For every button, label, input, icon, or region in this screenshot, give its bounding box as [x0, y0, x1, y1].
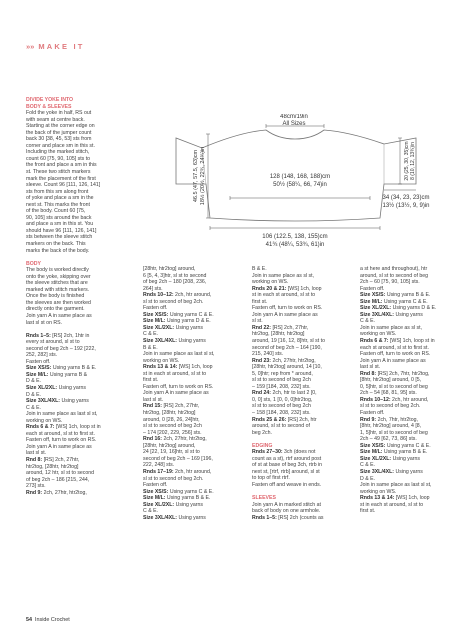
- sleeve-length-label: 34 (34, 23, 23)cm: [382, 195, 430, 201]
- text-line: first st.: [360, 508, 376, 515]
- instruction: Rnd 23: 2ch, 27htr, htr2tog,: [252, 357, 316, 364]
- text-line: D & E.: [360, 475, 375, 482]
- text-line: 6 [5, 4, 3]htr, sl st to second: [143, 272, 207, 279]
- text-line: working on WS.: [360, 331, 397, 338]
- sleeve-depth-in-label: 8 (10, 12, 13¾)in: [410, 142, 416, 180]
- text-line: 2ch – 60 [75, 90, 105] sts.: [360, 279, 420, 286]
- instruction: Rnd 22: [RS] 2ch, 27htr,: [252, 324, 309, 331]
- text-line: Fasten off.: [143, 482, 168, 489]
- text-line: should have 96 [111, 126, 141]: [26, 227, 97, 234]
- text-line: first st.: [143, 377, 159, 384]
- text-line: each st around, sl st to first st.: [26, 430, 95, 437]
- text-line: sleeve. Count 96 [111, 126, 141]: [26, 182, 101, 189]
- size-line: Size XL/2XL: Using yarns: [26, 384, 86, 391]
- text-line: the sleeve stitches that are: [26, 280, 88, 287]
- text-line: last sl st on RS.: [26, 319, 63, 326]
- text-line: last sl st.: [26, 450, 47, 457]
- text-line: Join in same place as last sl st,: [143, 351, 215, 358]
- text-line: st in each st around, sl st to: [143, 370, 207, 377]
- size-line: Size M/L: Using yarns B & E.: [143, 495, 211, 502]
- instruction: Rnd 9: 2ch, 7htr, htr2tog,: [360, 416, 418, 423]
- section-label: MAKE IT: [38, 42, 85, 51]
- text-line: and place a sm in this st. You: [26, 221, 94, 228]
- column-3: [252, 266, 352, 521]
- size-line: Size XS/S: Using yarns C & E.: [143, 488, 214, 495]
- instruction: Rnd 8: [RS] 2ch, 7htr, htr2tog,: [360, 370, 430, 377]
- text-line: beg 2ch.: [252, 429, 272, 436]
- size-line: Size XL/2XL: Using yarns: [143, 324, 203, 331]
- text-line: 252, 282] sts.: [26, 352, 58, 359]
- divide-text: [26, 110, 134, 254]
- text-line: – 174 [202, 229, 256] sts.: [143, 429, 202, 436]
- text-line: Fasten off, turn to work on RS.: [26, 437, 97, 444]
- instruction: Rnds 6 & 7: [WS] 1ch, loop st in: [26, 424, 101, 431]
- instruction: Rnd 9: 2ch, 27htr, htr2tog,: [26, 489, 87, 496]
- text-line: htr2tog, [28htr, htr2tog]: [143, 410, 196, 417]
- text-line: 1, 5]htr, sl st to second of beg: [360, 429, 428, 436]
- text-line: next st. This marks the front: [26, 201, 90, 208]
- page-number: 54: [26, 617, 32, 623]
- text-line: Fasten off, turn to work on RS.: [360, 351, 431, 358]
- size-line: Size 3XL/4XL: Using yarns: [143, 338, 206, 345]
- text-line: B & E.: [143, 344, 158, 351]
- body-length-label: 46.5 (47, 57.5, 63)cm: [193, 149, 199, 203]
- text-line: C & E.: [26, 404, 41, 411]
- text-line: working on WS.: [360, 488, 397, 495]
- hem-label: 106 (122.5, 138, 155)cm: [262, 234, 328, 240]
- text-line: with seam at centre back.: [26, 116, 85, 123]
- instruction: Rnds 20 & 21: [WS] 1ch, loop: [252, 285, 322, 292]
- text-line: count as a st), rtrf around post: [252, 455, 322, 462]
- text-line: Fasten off.: [360, 285, 385, 292]
- text-line: sl st to second of beg 2ch.: [143, 298, 204, 305]
- text-line: sl st to second of beg 2ch.: [143, 475, 204, 482]
- column-4: [360, 266, 452, 515]
- text-line: sl st to second of beg 2ch: [252, 403, 311, 410]
- text-line: Join in same place as last sl st,: [360, 482, 432, 489]
- text-line: the back of the jumper count: [26, 129, 92, 136]
- text-line: second of beg 2ch – 169 [196,: [143, 455, 213, 462]
- instruction: Rnd 16: 2ch, 27htr, htr2tog,: [143, 436, 207, 443]
- text-line: every st around, sl st to: [26, 339, 80, 346]
- text-line: – 159 [184, 208, 232] sts.: [252, 383, 311, 390]
- text-line: Fasten off.: [360, 410, 385, 417]
- instruction: Rnd 24: 2ch, htr to last 2 [0,: [252, 390, 317, 397]
- text-line: back 30 [38, 45, 53] sts from: [26, 136, 92, 143]
- text-line: Fasten off.: [26, 358, 51, 365]
- text-line: [8htr, htr2tog] around, 4 [8,: [360, 423, 422, 430]
- size-line: Size M/L: Using yarns B &: [26, 371, 88, 378]
- text-line: of yoke and place a sm in the: [26, 195, 94, 202]
- size-line: Size 3XL/4XL: Using yarns: [26, 398, 89, 405]
- text-line: directly onto the garment.: [26, 306, 85, 313]
- text-line: sts between the sleeve stitch: [26, 234, 93, 241]
- instruction: Rnds 6 & 7: [WS] 1ch, loop st in: [360, 338, 435, 345]
- text-line: working on WS.: [252, 279, 289, 286]
- instruction: Rnds 1–5: [RS] 2ch, 1htr in: [26, 332, 90, 339]
- column-1: [26, 97, 134, 496]
- top-sizes-label: All Sizes: [282, 121, 306, 127]
- divide-heading-1: DIVIDE YOKE INTO: [26, 97, 74, 103]
- text-line: D & E.: [26, 391, 41, 398]
- text-line: of beg 2ch – 180 [208, 236,: [143, 279, 207, 286]
- text-line: around, 0 [28, 26, 24]htr,: [143, 416, 200, 423]
- instruction: Rnds 25 & 26: [RS] 2ch, htr: [252, 416, 317, 423]
- instruction: Rnd 15: [RS] 2ch, 27htr,: [143, 403, 200, 410]
- text-line: Once the body is finished: [26, 293, 85, 300]
- magazine-name: Inside Crochet: [35, 617, 70, 623]
- jumper-schematic: [170, 114, 450, 254]
- text-line: C & E.: [360, 462, 375, 469]
- text-line: C & E.: [143, 508, 158, 515]
- text-line: around, 12 htr, sl st to second: [26, 470, 95, 477]
- text-line: Join in same place as last sl st,: [26, 411, 98, 418]
- size-line: Size XS/S: Using yarns B & E.: [26, 365, 97, 372]
- instruction: Rnds 1–5: [RS] 2ch (counts as: [252, 514, 324, 521]
- body-heading: BODY: [26, 260, 41, 267]
- instruction: Rnds 17–19: 2ch, htr around,: [143, 468, 212, 475]
- column-2: [143, 266, 243, 521]
- text-line: sl st to second of beg 2ch.: [360, 403, 421, 410]
- text-line: first st.: [252, 298, 268, 305]
- text-line: 90, 105] sts around the back: [26, 214, 92, 221]
- text-line: C & E.: [360, 318, 375, 325]
- text-line: marked with stitch markers.: [26, 286, 90, 293]
- text-line: Join yarn A in same place as: [252, 311, 318, 318]
- text-line: [28htr, htr2tog] around,: [143, 442, 196, 449]
- text-line: Join yarn A in same place as: [360, 357, 426, 364]
- text-line: 5, 0]htr; rep from * around,: [252, 370, 313, 377]
- divide-heading-2: BODY & SLEEVES: [26, 103, 72, 110]
- text-line: around, 19 [16, 12, 8]htr, sl st to: [252, 338, 325, 345]
- text-line: marks the back of the body.: [26, 247, 90, 254]
- text-line: around, sl st to second of: [252, 423, 310, 430]
- text-line: st. These two stitch markers: [26, 169, 91, 176]
- text-line: 2ch – 49 [62, 73, 86] sts.: [360, 436, 417, 443]
- text-line: last sl st.: [360, 364, 381, 371]
- size-line: Size M/L: Using yarns B & E.: [360, 449, 428, 456]
- size-line: Size M/L: Using yarns C & E.: [360, 298, 428, 305]
- size-line: Size 3XL/4XL: Using yarns: [360, 468, 423, 475]
- text-line: of the body. Count 60 [75,: [26, 208, 86, 215]
- sleeve-length-in-label: 13½ (13½, 9, 9)in: [382, 203, 430, 209]
- text-line: second of beg 2ch – 192 [222,: [26, 345, 96, 352]
- sleeve-depth-label: 20 (25, 30, 35)cm: [404, 141, 410, 181]
- text-line: each st around, sl st to first st.: [360, 344, 429, 351]
- instruction: Rnds 13 & 14: [WS] 1ch, loop: [360, 495, 430, 502]
- text-line: markers on the back. This: [26, 241, 86, 248]
- text-line: – 158 [184, 208, 232] sts.: [252, 410, 311, 417]
- page-footer: [26, 617, 70, 623]
- text-line: Join in same place as sl st,: [360, 324, 422, 331]
- size-line: Size XS/S: Using yarns C & E.: [360, 442, 431, 449]
- size-line: Size M/L: Using yarns D & E.: [143, 318, 211, 325]
- size-line: Size XL/2XL: Using yarns: [143, 501, 203, 508]
- text-line: corner and place sm in this st.: [26, 142, 95, 149]
- text-line: Fasten off, turn to work on RS.: [143, 383, 214, 390]
- text-line: to top of first rtrf.: [252, 475, 290, 482]
- text-line: Fasten off and weave in ends.: [252, 482, 322, 488]
- text-line: Join yarn A in same place as: [26, 443, 92, 450]
- size-line: Size XL/2XL: Using yarns D & E.: [360, 305, 437, 312]
- text-line: Fasten off, turn to work on RS.: [252, 305, 323, 312]
- text-line: of st at base of beg 3ch, rtrb in: [252, 462, 323, 469]
- text-line: the front and place a sm in this: [26, 162, 97, 169]
- text-line: Fasten off.: [143, 305, 168, 312]
- text-line: 215, 240] sts.: [252, 351, 284, 358]
- text-line: the sleeves are then worked: [26, 299, 91, 306]
- text-line: 222, 248] sts.: [143, 462, 175, 469]
- text-line: Starting at the corner edge on: [26, 123, 95, 130]
- size-line: Size XL/2XL: Using yarns: [360, 455, 420, 462]
- text-line: D & E.: [26, 378, 41, 385]
- text-line: last sl st.: [143, 396, 164, 403]
- instruction: Rnds 10–12: 2ch, htr around,: [360, 396, 429, 403]
- text-line: count 60 [75, 90, 105] sts to: [26, 155, 91, 162]
- text-line: st in each st around, sl st to: [252, 292, 316, 299]
- text-line: sts from this sm along front: [26, 188, 89, 195]
- size-line: Size XS/S: Using yarns C & E.: [143, 311, 214, 318]
- chest-label: 128 (148, 168, 188)cm: [269, 174, 331, 180]
- instruction: Rnds 27–30: 3ch (does not: [252, 449, 316, 456]
- text-line: Join in same place as sl st,: [252, 272, 314, 279]
- text-line: of beg 2ch – 186 [215, 244,: [26, 476, 90, 483]
- hem-in-label: 41¾ (48¼, 53¾, 61)in: [265, 242, 325, 248]
- text-line: around, sl st to second of beg: [360, 272, 429, 279]
- instruction: Rnds 13 & 14: [WS] 1ch, loop: [143, 364, 213, 371]
- text-line: sl st to second of beg 2ch: [252, 377, 311, 384]
- text-line: 24 [22, 19, 16]htr, sl st to: [143, 449, 200, 456]
- text-line: second of beg 2ch – 164 [190,: [252, 344, 322, 351]
- text-line: 0, 5]htr, sl st to second of beg: [360, 383, 428, 390]
- size-line: Size XS/S: Using yarns B & E.: [360, 292, 431, 299]
- text-line: 264] sts.: [143, 285, 163, 292]
- text-line: onto the yoke, skipping over: [26, 273, 91, 280]
- instruction: Rnds 10–12: 2ch, htr around,: [143, 292, 212, 299]
- text-line: htr2tog, [28htr, htr2tog]: [26, 463, 79, 470]
- text-line: htr2tog, [28htr, htr2tog]: [252, 331, 305, 338]
- text-line: Join yarn A in same place as: [26, 313, 92, 319]
- edging-heading: EDGING: [252, 442, 273, 449]
- text-line: back of body on one armhole.: [252, 508, 321, 515]
- text-line: C & E.: [143, 331, 158, 338]
- text-line: a st here and throughout), htr: [360, 266, 428, 272]
- arrows-icon: »»: [26, 42, 35, 51]
- text-line: sl st.: [252, 318, 263, 325]
- text-line: The body is worked directly: [26, 267, 89, 274]
- text-line: 273] sts.: [26, 483, 46, 490]
- text-line: B & E.: [252, 266, 267, 272]
- size-line: Size 3XL/4XL: Using yarns: [143, 514, 206, 521]
- text-line: sl st to second of beg 2ch: [143, 423, 202, 430]
- text-line: working on WS.: [26, 417, 63, 424]
- text-line: mark the placement of the first: [26, 175, 96, 182]
- text-line: [28htr, htr2tog] around, 14 [10,: [252, 364, 322, 371]
- chest-in-label: 50½ (58¼, 66, 74)in: [273, 182, 327, 188]
- body-length-in-label: 18½ (20½, 22¾, 24¾)in: [200, 146, 206, 206]
- text-line: [8htr, htr2tog] around, 0 [5,: [360, 377, 422, 384]
- text-line: Fold the yoke in half, RS out: [26, 110, 92, 117]
- top-width-label: 48cm/19in: [280, 114, 308, 120]
- text-line: next st, [rtrf, rtrb] around, sl st: [252, 468, 320, 475]
- text-line: 0, 0] sts, 1 [0, 0, 0]htr2tog,: [252, 396, 313, 403]
- sleeves-heading: SLEEVES: [252, 495, 276, 502]
- text-line: Join yarn A in same place as: [143, 390, 209, 397]
- text-line: Including the marked stitch,: [26, 149, 90, 156]
- instruction: Rnd 8: [RS] 2ch, 27htr,: [26, 456, 80, 463]
- text-line: Join yarn A in marked stitch at: [252, 501, 321, 508]
- text-line: working on WS.: [143, 357, 180, 364]
- section-header: [26, 42, 85, 51]
- text-line: 2ch – 54 [68, 81, 95] sts.: [360, 390, 417, 397]
- size-line: Size 3XL/4XL: Using yarns: [360, 311, 423, 318]
- text-line: [28htr, htr2tog] around,: [143, 266, 196, 272]
- text-line: st in each st around, sl st to: [360, 501, 424, 508]
